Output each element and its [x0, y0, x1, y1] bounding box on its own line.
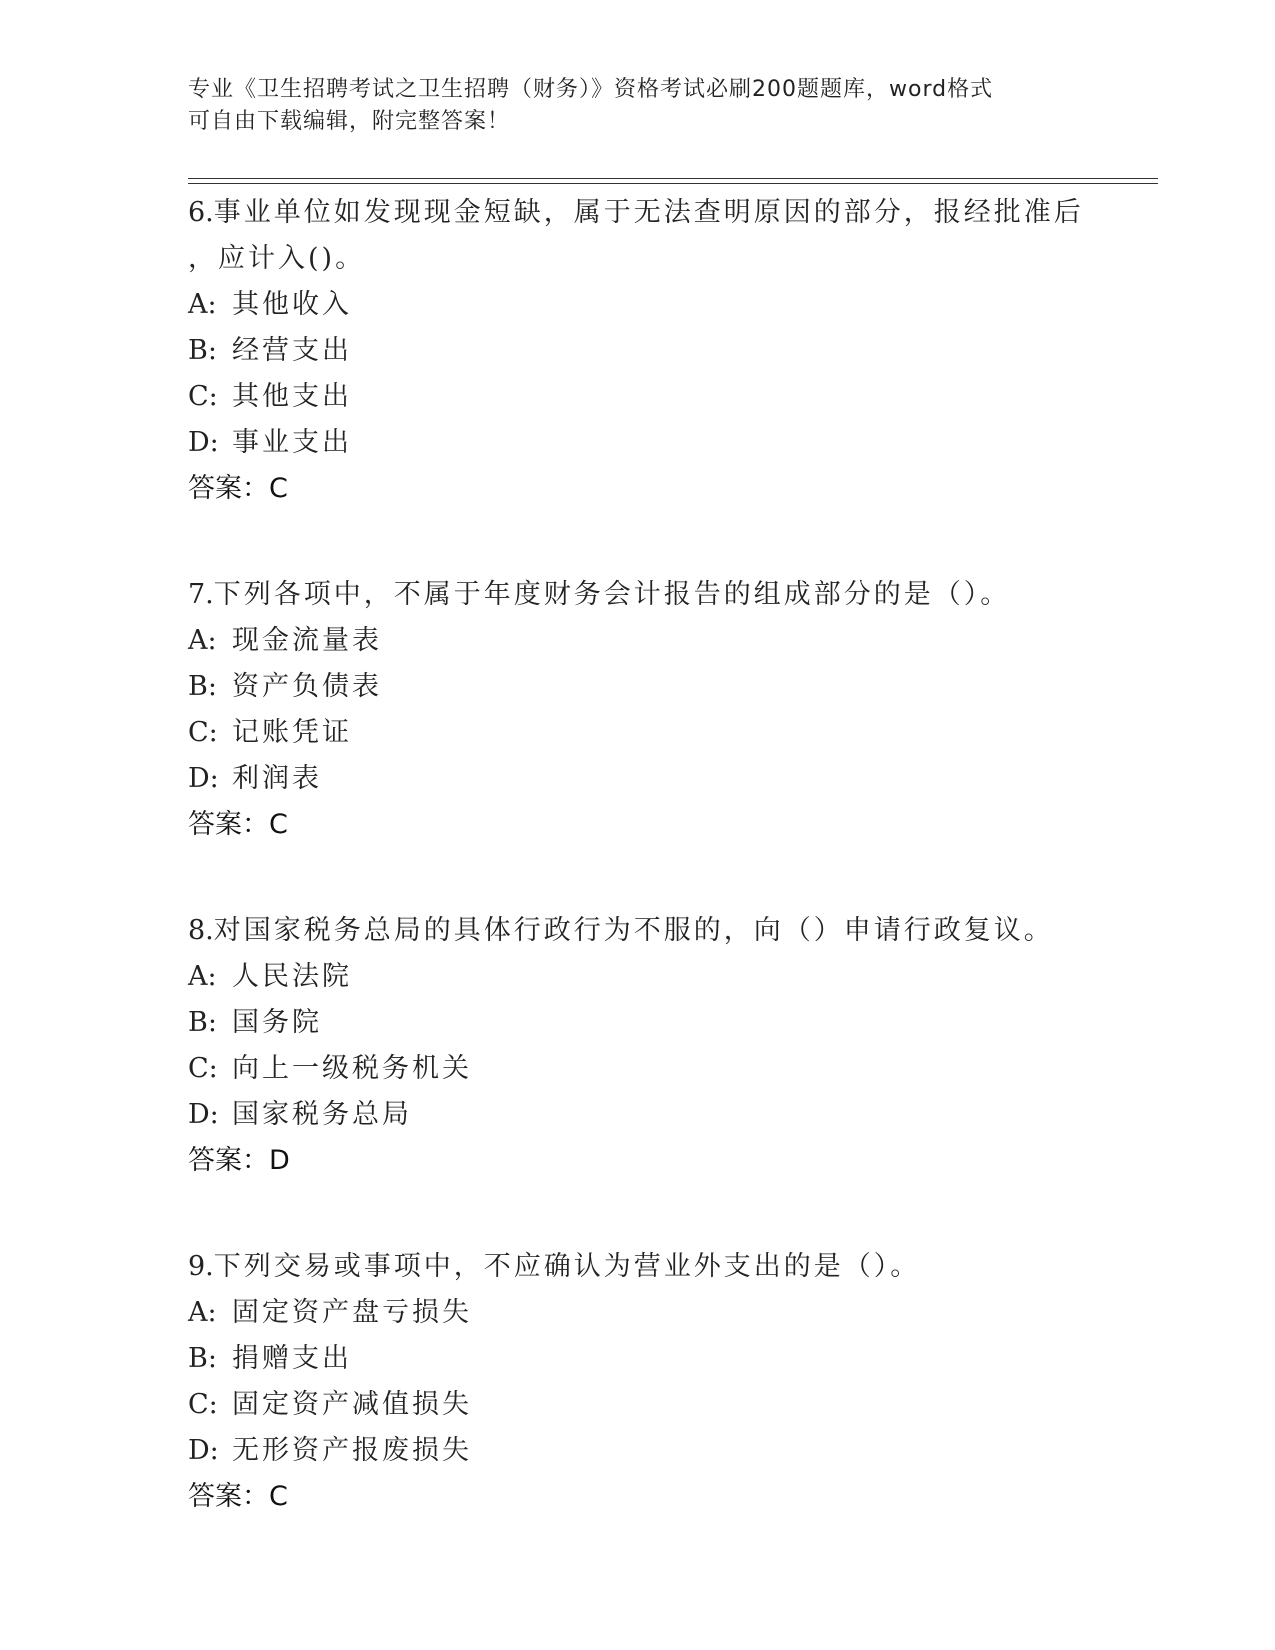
option-d [188, 420, 1088, 466]
question-6 [188, 190, 1088, 512]
option-a [188, 618, 1088, 664]
option-key: C: [188, 1053, 218, 1084]
option-text: 记账凭证 [232, 717, 352, 748]
header-divider-bottom [188, 183, 1158, 184]
question-number: 7. [188, 579, 214, 610]
question-stem [188, 190, 1088, 236]
answer-line: 答案：C [188, 809, 288, 840]
option-c [188, 1046, 1088, 1092]
header-divider-top [188, 178, 1158, 179]
option-text: 现金流量表 [232, 625, 382, 656]
option-b [188, 664, 1088, 710]
question-number: 8. [188, 915, 214, 946]
option-a [188, 282, 1088, 328]
option-text: 其他支出 [232, 381, 352, 412]
option-a [188, 1290, 1088, 1336]
option-key: C: [188, 381, 218, 412]
option-d [188, 1428, 1088, 1474]
question-9 [188, 1244, 1088, 1520]
option-key: A: [188, 289, 217, 320]
option-key: B: [188, 1007, 217, 1038]
answer-line: 答案：C [188, 1481, 288, 1512]
option-text: 国家税务总局 [232, 1099, 412, 1130]
option-text: 向上一级税务机关 [232, 1053, 472, 1084]
option-text: 固定资产减值损失 [232, 1389, 472, 1420]
option-a [188, 954, 1088, 1000]
question-stem [188, 908, 1088, 954]
question-text-line-1: 事业单位如发现现金短缺，属于无法查明原因的部分，报经批准后 [213, 197, 1084, 228]
option-key: B: [188, 671, 217, 702]
question-number: 9. [188, 1251, 214, 1282]
option-key: C: [188, 717, 218, 748]
question-text-line-1: 下列各项中，不属于年度财务会计报告的组成部分的是（）。 [213, 579, 1011, 610]
option-text: 固定资产盘亏损失 [232, 1297, 472, 1328]
answer-line: 答案：C [188, 473, 288, 504]
question-8 [188, 908, 1088, 1184]
option-text: 捐赠支出 [232, 1343, 352, 1374]
option-key: D: [188, 763, 219, 794]
option-key: D: [188, 1435, 219, 1466]
answer-line: 答案：D [188, 1145, 290, 1176]
option-text: 资产负债表 [232, 671, 382, 702]
option-key: B: [188, 1343, 217, 1374]
option-text: 其他收入 [232, 289, 352, 320]
option-key: A: [188, 961, 217, 992]
question-text-line-2: ，应计入()。 [188, 243, 366, 274]
option-c [188, 1382, 1088, 1428]
option-key: D: [188, 427, 219, 458]
header-line-1: 专业《卫生招聘考试之卫生招聘（财务）》资格考试必刷200题题库，word格式 [188, 77, 994, 102]
option-b [188, 328, 1088, 374]
option-text: 国务院 [232, 1007, 322, 1038]
option-b [188, 1336, 1088, 1382]
question-text-line-1: 对国家税务总局的具体行政行为不服的，向（）申请行政复议。 [213, 915, 1054, 946]
option-text: 经营支出 [232, 335, 352, 366]
question-stem [188, 1244, 1088, 1290]
question-text-line-1: 下列交易或事项中，不应确认为营业外支出的是（）。 [213, 1251, 921, 1282]
question-stem [188, 572, 1088, 618]
option-key: C: [188, 1389, 218, 1420]
option-text: 利润表 [232, 763, 322, 794]
question-list [188, 190, 1088, 1580]
option-c [188, 710, 1088, 756]
option-key: D: [188, 1099, 219, 1130]
header-line-2: 可自由下载编辑，附完整答案！ [188, 109, 511, 134]
option-key: B: [188, 335, 217, 366]
document-header [188, 74, 1088, 138]
option-d [188, 1092, 1088, 1138]
question-number: 6. [188, 197, 214, 228]
option-text: 事业支出 [232, 427, 352, 458]
question-7 [188, 572, 1088, 848]
option-d [188, 756, 1088, 802]
option-text: 人民法院 [232, 961, 352, 992]
option-key: A: [188, 1297, 217, 1328]
option-key: A: [188, 625, 217, 656]
option-text: 无形资产报废损失 [232, 1435, 472, 1466]
option-c [188, 374, 1088, 420]
option-b [188, 1000, 1088, 1046]
